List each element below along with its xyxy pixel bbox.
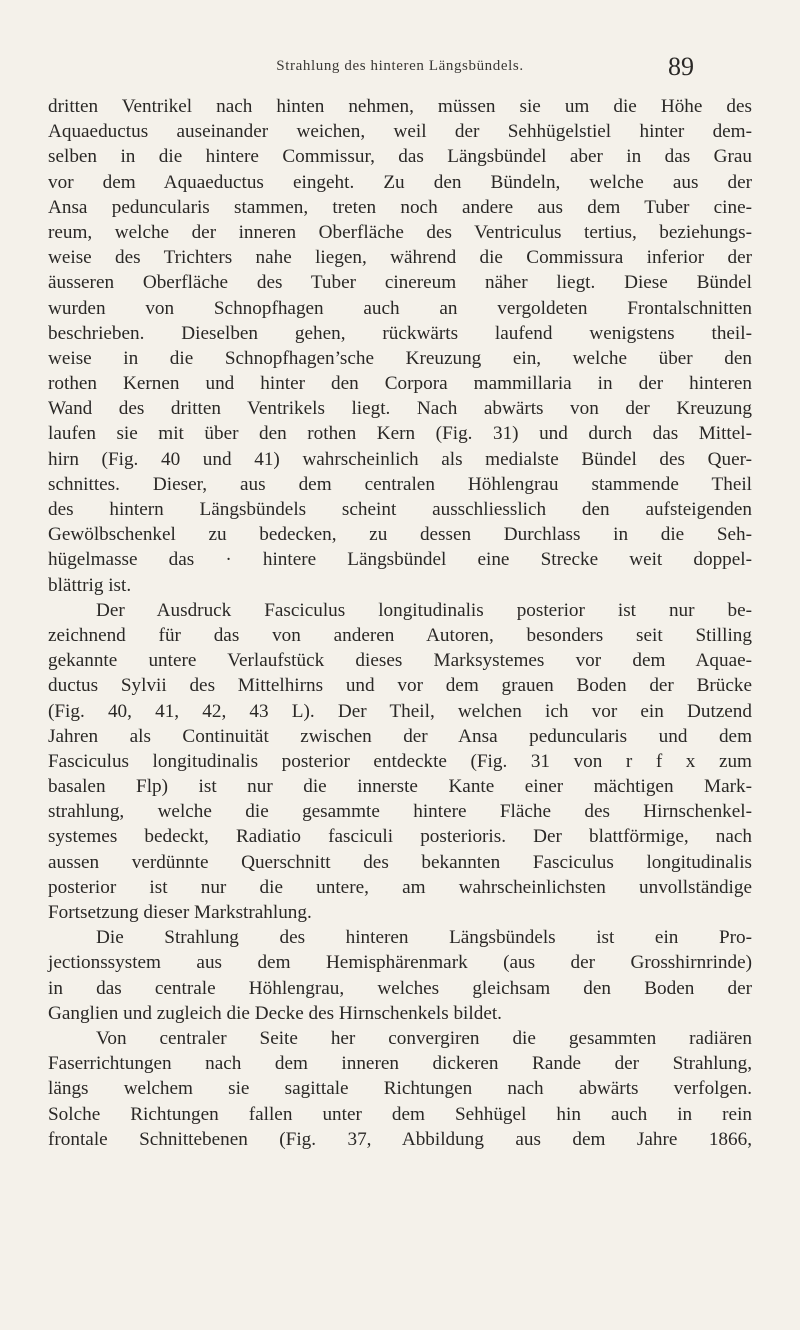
- text-line: reum, welche der inneren Oberfläche des Ventriculus tertius, beziehungs-: [48, 221, 752, 243]
- text-line: Jahren als Continuität zwischen der Ansa peduncularis und dem: [48, 725, 752, 747]
- text-line: ductus Sylvii des Mittelhirns und vor dem grauen Boden der Brücke: [48, 675, 752, 697]
- text-line: vor dem Aquaeductus eingeht. Zu den Bündeln, welche aus der: [48, 171, 752, 193]
- text-line: Faserrichtungen nach dem inneren dickeren Rande der Strahlung,: [48, 1053, 752, 1075]
- text-line: Die Strahlung des hinteren Längsbündels ist ein Pro-: [96, 927, 752, 949]
- text-line: (Fig. 40, 41, 42, 43 L). Der Theil, welchen ich vor ein Dutzend: [48, 700, 752, 722]
- text-line: selben in die hintere Commissur, das Längsbündel aber in das Grau: [48, 146, 752, 168]
- text-line: Fortsetzung dieser Markstrahlung.: [48, 902, 312, 923]
- text-line: jectionssystem aus dem Hemisphärenmark (aus der Grosshirnrinde): [48, 952, 752, 974]
- text-line: weise in die Schnopfhagen’sche Kreuzung ein, welche über den: [48, 347, 752, 369]
- body-text: [48, 94, 752, 1152]
- text-line: Von centraler Seite her convergiren die gesammten radiären: [96, 1027, 752, 1049]
- text-line: beschrieben. Dieselben gehen, rückwärts laufend wenigstens theil-: [48, 322, 752, 344]
- text-line: Ganglien und zugleich die Decke des Hirnschenkels bildet.: [48, 1002, 502, 1024]
- text-line: dritten Ventrikel nach hinten nehmen, müssen sie um die Höhe des: [48, 96, 752, 117]
- text-line: äusseren Oberfläche des Tuber cinereum näher liegt. Diese Bündel: [48, 272, 752, 294]
- text-line: rothen Kernen und hinter den Corpora mammillaria in der hinteren: [48, 373, 752, 395]
- text-line: in das centrale Höhlengrau, welches gleichsam den Boden der: [48, 977, 752, 999]
- running-head: Strahlung des hinteren Längsbündels.: [276, 58, 524, 74]
- text-line: strahlung, welche die gesammte hintere Fläche des Hirnschenkel-: [48, 801, 752, 823]
- text-line: hügelmasse das · hintere Längsbündel eine Strecke weit doppel-: [48, 549, 752, 571]
- text-line: Aquaeductus auseinander weichen, weil der Sehhügelstiel hinter dem-: [48, 121, 752, 143]
- text-line: hirn (Fig. 40 und 41) wahrscheinlich als medialste Bündel des Quer-: [48, 448, 752, 470]
- text-line: schnittes. Dieser, aus dem centralen Höhlengrau stammende Theil: [48, 473, 752, 495]
- text-line: Ansa peduncularis stammen, treten noch andere aus dem Tuber cine-: [48, 196, 752, 218]
- text-line: Wand des dritten Ventrikels liegt. Nach abwärts von der Kreuzung: [48, 398, 752, 420]
- text-line: Der Ausdruck Fasciculus longitudinalis posterior ist nur be-: [96, 599, 752, 621]
- text-line: aussen verdünnte Querschnitt des bekannten Fasciculus longitudinalis: [48, 851, 752, 873]
- page-number: 89: [668, 52, 694, 81]
- text-line: zeichnend für das von anderen Autoren, besonders seit Stilling: [48, 624, 752, 646]
- text-line: Fasciculus longitudinalis posterior entdeckte (Fig. 31 von r f x zum: [48, 750, 752, 772]
- text-line: systemes bedeckt, Radiatio fasciculi posterioris. Der blattförmige, nach: [48, 826, 752, 848]
- text-line: laufen sie mit über den rothen Kern (Fig. 31) und durch das Mittel-: [48, 423, 752, 445]
- text-line: wurden von Schnopfhagen auch an vergoldeten Frontalschnitten: [48, 297, 752, 319]
- text-line: längs welchem sie sagittale Richtungen nach abwärts verfolgen.: [48, 1078, 752, 1100]
- text-line: Gewölbschenkel zu bedecken, zu dessen Durchlass in die Seh-: [48, 524, 752, 546]
- text-line: gekannte untere Verlaufstück dieses Marksystemes vor dem Aquae-: [48, 650, 752, 672]
- text-line: frontale Schnittebenen (Fig. 37, Abbildung aus dem Jahre 1866,: [48, 1128, 752, 1150]
- text-line: des hintern Längsbündels scheint ausschliesslich den aufsteigenden: [48, 499, 752, 520]
- text-line: weise des Trichters nahe liegen, während die Commissura inferior der: [48, 247, 752, 269]
- text-line: posterior ist nur die untere, am wahrscheinlichsten unvollständige: [48, 876, 752, 898]
- text-line: blättrig ist.: [48, 574, 132, 596]
- text-line: basalen Flp) ist nur die innerste Kante einer mächtigen Mark-: [48, 776, 752, 798]
- text-line: Solche Richtungen fallen unter dem Sehhügel hin auch in rein: [48, 1103, 752, 1125]
